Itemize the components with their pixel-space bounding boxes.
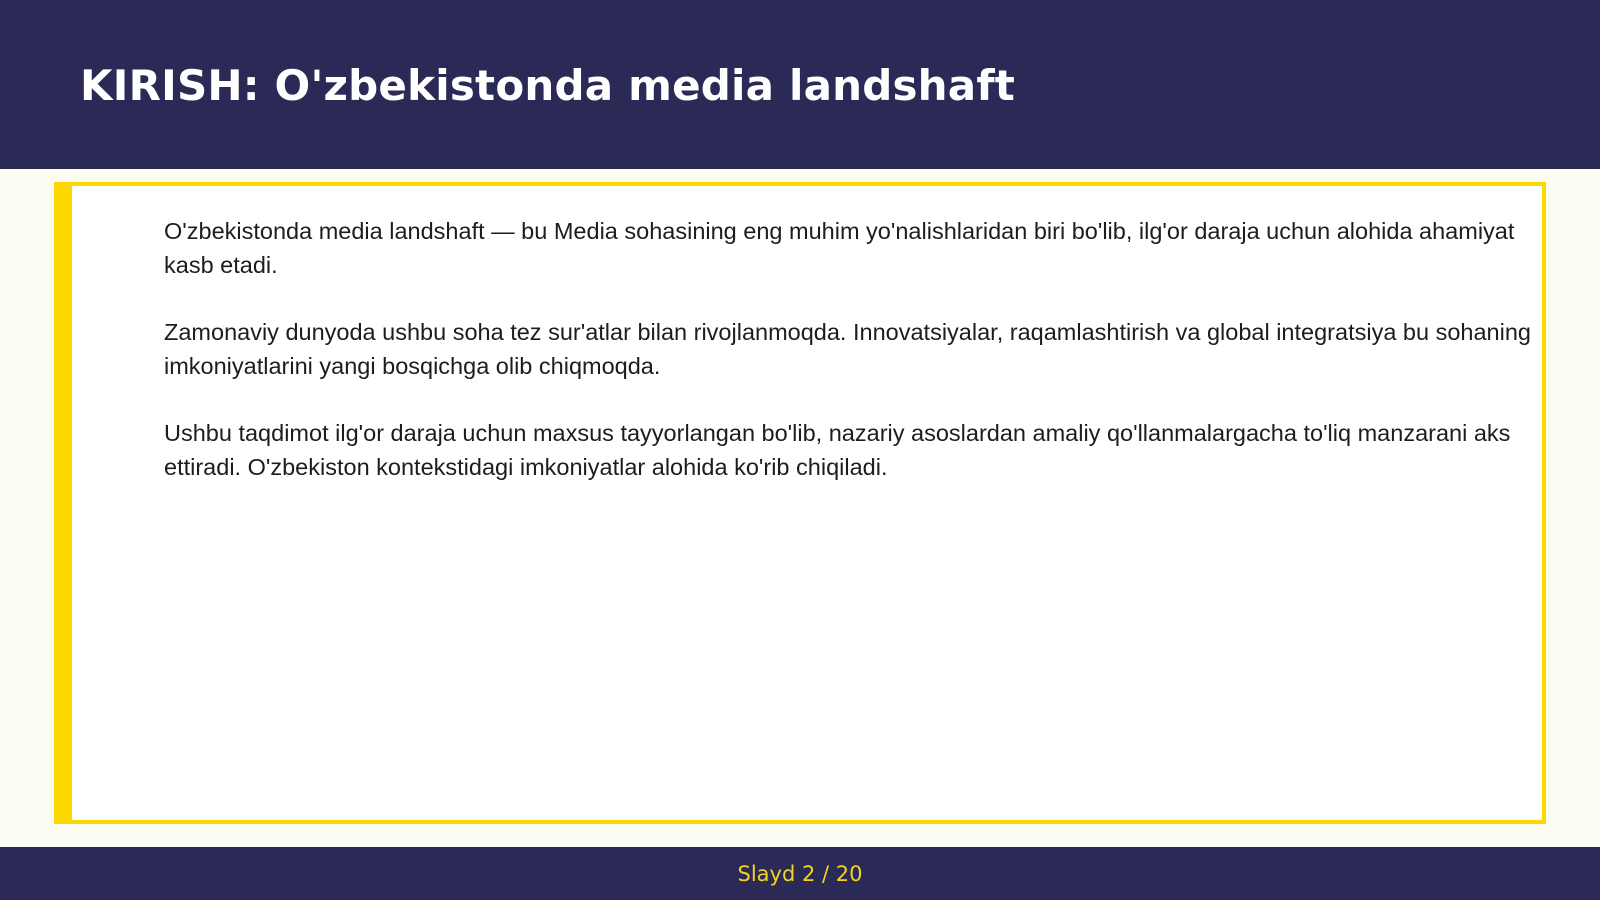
slide-header — [0, 0, 1600, 169]
paragraph-1: O'zbekistonda media landshaft — bu Media sohasining eng muhim yo'nalishlaridan biri bo'lib, ilg'or daraja uchun alohida ahamiyat kasb etadi. — [164, 218, 1515, 278]
paragraph-2: Zamonaviy dunyoda ushbu soha tez sur'atlar bilan rivojlanmoqda. Innovatsiyalar, raqamlashtirish va global integratsiya bu sohaning imkoniyatlarini yangi bosqichga olib chiqmoqda. — [164, 319, 1531, 379]
slide-number: Slayd 2 / 20 — [737, 862, 863, 886]
content-box — [54, 182, 1546, 824]
slide-footer — [0, 847, 1600, 900]
slide-title: KIRISH: O'zbekistonda media landshaft — [80, 61, 1016, 110]
content-text — [164, 214, 1554, 517]
paragraph-3: Ushbu taqdimot ilg'or daraja uchun maxsus tayyorlangan bo'lib, nazariy asoslardan amaliy qo'llanmalargacha to'liq manzarani aks ettiradi. O'zbekiston kontekstidagi imkoniyatlar alohida ko'rib chiqiladi. — [164, 420, 1511, 480]
